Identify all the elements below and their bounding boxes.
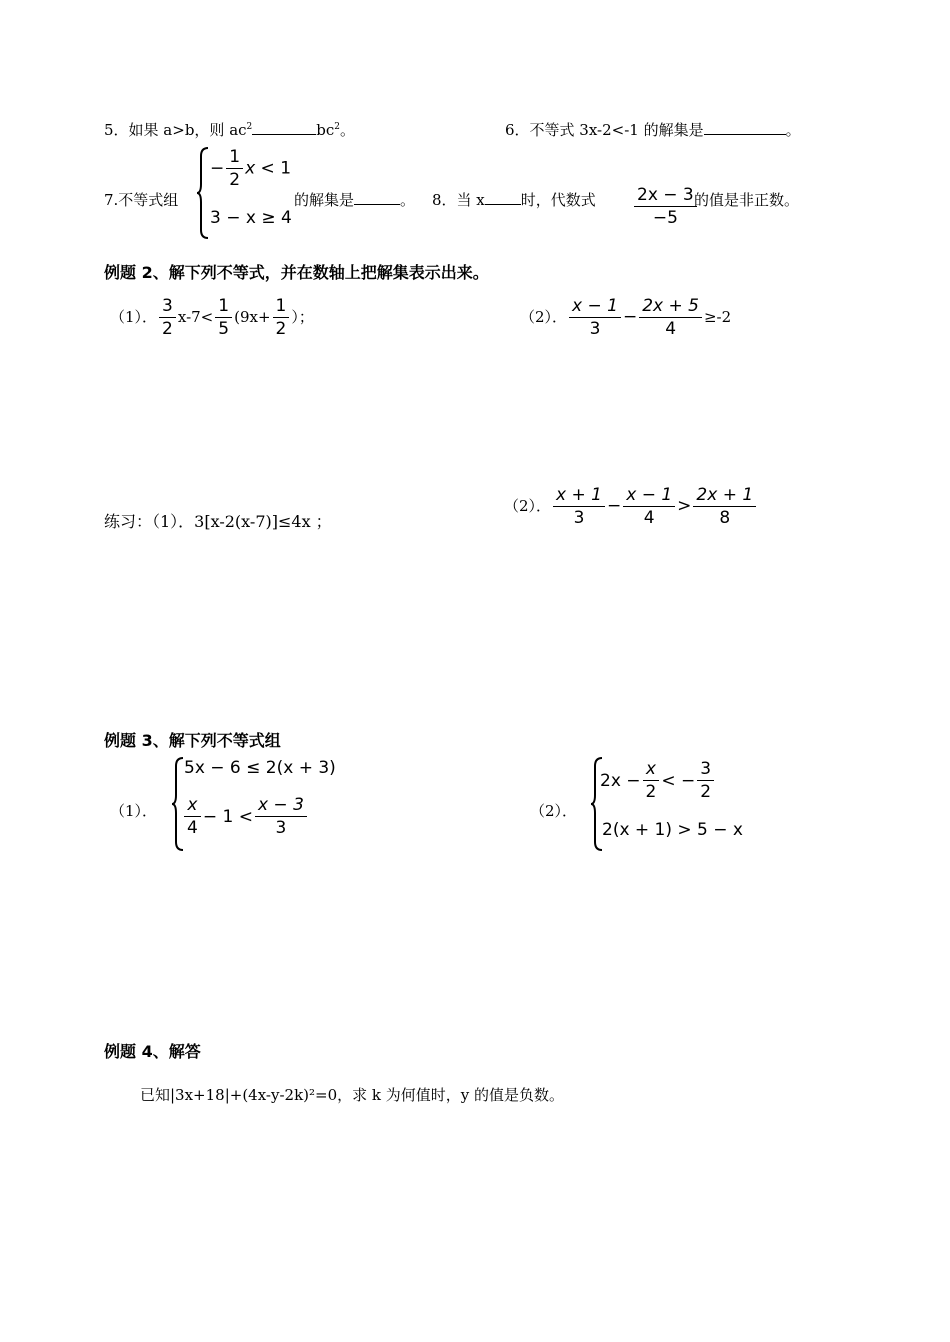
ex3-p2-row1-pre: 2x − (600, 770, 641, 791)
q7-blank (354, 190, 400, 205)
example-3-title: 例题 3、解下列不等式组 (104, 731, 281, 750)
q7-row1-frac: $\frac{1}{2}$ (226, 146, 243, 191)
ex2-p1-t3: ）； (291, 308, 314, 326)
practice-p1: 练习：（1）．3[x-2(x-7)]≤4x ； (104, 512, 332, 531)
ex3-p2-row1-frac2: $\frac{3}{2}$ (697, 758, 714, 803)
q7-suffix-line (294, 190, 415, 210)
practice-p2-rel: > (677, 496, 692, 516)
question-8 (432, 190, 596, 210)
q7-row2: 3 − x ≥ 4 (210, 208, 292, 228)
q5-sup2: 2 (334, 122, 341, 132)
ex3-p2-row1-mid: < − (661, 770, 696, 791)
q5-end: 。 (340, 121, 356, 139)
q8-frac (632, 184, 699, 229)
practice-p2-frac1: $\frac{x + 1}{3}$ (553, 484, 605, 529)
ex2-p1 (110, 291, 314, 343)
practice-p2 (504, 480, 758, 532)
ex3-p1-row2-frac2: $\frac{x - 3}{3}$ (255, 794, 307, 839)
ex2-p2-frac1: $\frac{x - 1}{3}$ (569, 295, 621, 340)
q8-num: 2x − 3 (637, 185, 694, 205)
q8-blank (485, 190, 521, 205)
ex3-p2-row1-frac1: $\frac{x}{2}$ (643, 758, 660, 803)
example-4-text: 已知|3x+18|+(4x-y-2k)²=0，求 k 为何值时，y 的值是负数。 (140, 1086, 565, 1104)
ex3-p1-label: （1）． (110, 802, 158, 820)
q6-blank (704, 120, 786, 135)
ex2-p2 (520, 291, 731, 343)
q7-row1 (210, 146, 291, 191)
q5-prefix: 5．如果 a>b，则 ac (104, 121, 247, 139)
q7-row1-sign: − (210, 158, 225, 179)
ex3-p1-row2-frac1: $\frac{x}{4}$ (184, 794, 201, 839)
ex3-p1-row2-mid: − 1 < (202, 806, 253, 827)
q7-prefix: 7.不等式组 (104, 191, 179, 209)
ex2-p1-frac2: $\frac{1}{5}$ (215, 295, 232, 340)
ex3-p2-row2: 2(x + 1) > 5 − x (602, 820, 743, 840)
ex3-p1-row2 (182, 794, 309, 839)
q5-sup1: 2 (246, 122, 253, 132)
ex3-p1-row1: 5x − 6 ≤ 2(x + 3) (184, 758, 336, 778)
question-6 (505, 120, 801, 140)
q7-suffix: 的解集是 (294, 191, 355, 209)
q5-mid: bc (316, 121, 335, 139)
q6-prefix: 6．不等式 3x-2<-1 的解集是 (505, 121, 704, 139)
ex3-p2-row1 (600, 758, 716, 803)
ex2-p1-t1: x-7< (177, 308, 214, 326)
ex2-p2-rel: ≥-2 (703, 308, 732, 326)
example-2-title: 例题 2、解下列不等式，并在数轴上把解集表示出来。 (104, 263, 489, 282)
question-5 (104, 120, 355, 140)
practice-p2-op: − (606, 496, 622, 516)
q6-end: 。 (785, 121, 801, 139)
ex2-p1-label: （1）． (110, 308, 158, 326)
q7-brace (196, 146, 210, 240)
q8-suffix: 的值是非正数。 (694, 191, 800, 209)
q8-prefix: 8．当 x (432, 191, 485, 209)
practice-p2-label: （2）． (504, 497, 552, 515)
practice-p2-frac2: $\frac{x - 1}{4}$ (623, 484, 675, 529)
practice-p2-frac3: $\frac{2x + 1}{8}$ (693, 484, 756, 529)
q7-end: 。 (400, 191, 416, 209)
q7-row1-var: x (245, 158, 256, 179)
ex2-p1-frac1: $\frac{3}{2}$ (159, 295, 176, 340)
q5-blank (252, 120, 316, 135)
ex2-p2-label: （2）． (520, 308, 568, 326)
q7-row1-rel: < 1 (260, 158, 292, 179)
example-4-title: 例题 4、解答 (104, 1042, 201, 1061)
ex2-p2-frac2: $\frac{2x + 5}{4}$ (639, 295, 702, 340)
ex2-p1-frac3: $\frac{1}{2}$ (273, 295, 290, 340)
q8-den: −5 (652, 208, 678, 228)
ex2-p2-op: − (622, 307, 638, 327)
ex2-p1-t2: (9x+ (234, 308, 271, 326)
ex3-p2-label: （2）． (530, 802, 578, 820)
q8-mid: 时，代数式 (520, 191, 596, 209)
